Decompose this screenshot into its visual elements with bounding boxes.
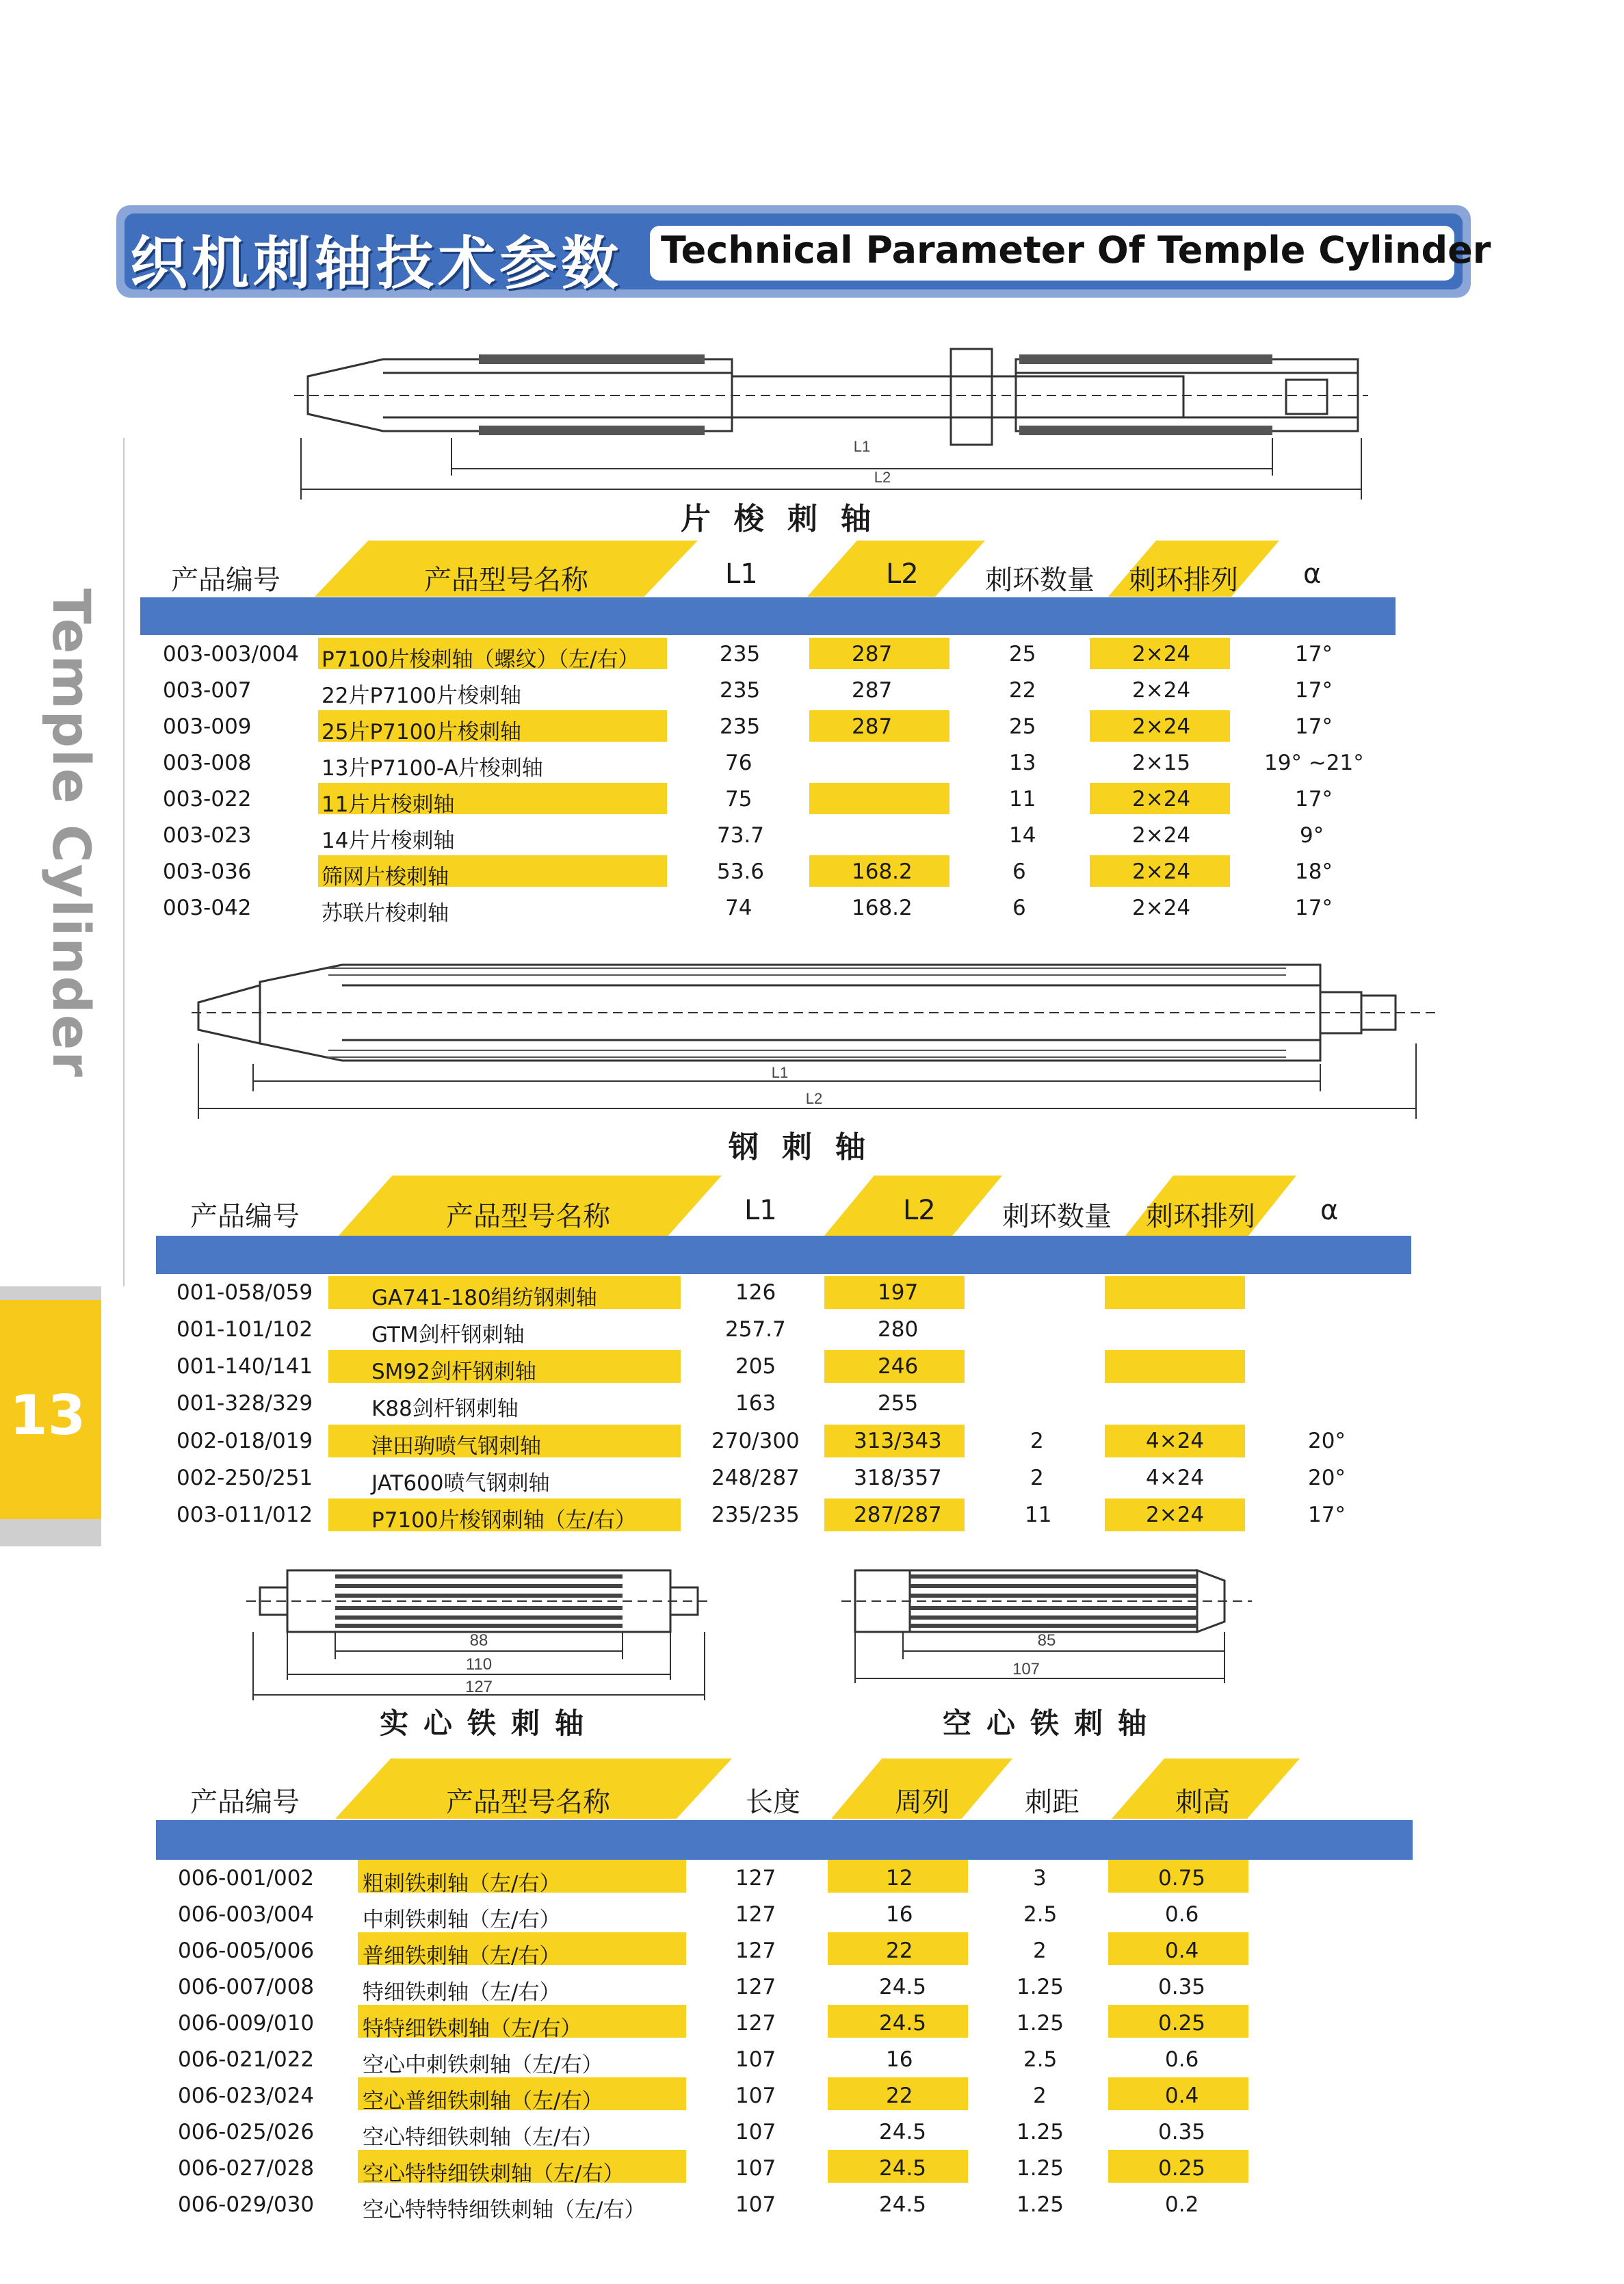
t2-header-code: 产品编号 <box>190 1201 300 1232</box>
t2-cell: 2 <box>1030 1429 1044 1453</box>
t3-cell: 1.25 <box>1017 2156 1064 2181</box>
t3-cell: 24.5 <box>879 2192 927 2217</box>
hollow-iron-cylinder-drawing <box>841 1557 1252 1687</box>
t1-cell: 2×24 <box>1132 859 1191 884</box>
drawing1-l2: L2 <box>874 469 891 486</box>
t1-cell: 003-022 <box>163 787 252 812</box>
t1-cell: 13 <box>1009 751 1036 775</box>
t3-cell: 普细铁刺轴（左/右） <box>363 1944 561 1969</box>
t3-cell: 006-023/024 <box>178 2084 315 2108</box>
t2-cell: 280 <box>878 1317 919 1342</box>
t1-header-ring-arrange: 刺环排列 <box>1129 564 1238 596</box>
t3-cell: 0.6 <box>1165 2047 1199 2072</box>
t3-cell: 0.75 <box>1158 1866 1206 1891</box>
t3-cell: 1.25 <box>1017 2192 1064 2217</box>
t1-cell: 25 <box>1009 714 1036 739</box>
t1-cell: 2×24 <box>1132 787 1191 812</box>
t3-cell: 0.25 <box>1158 2011 1206 2036</box>
t1-cell: 003-023 <box>163 823 252 848</box>
t2-row-highlight <box>1105 1276 1245 1309</box>
t3-cell: 127 <box>735 1902 776 1927</box>
t1-cell: 003-009 <box>163 714 252 739</box>
t2-cell: 235/235 <box>711 1503 800 1527</box>
t2-cell: K88剑杆钢刺轴 <box>371 1397 519 1421</box>
t2-cell: 248/287 <box>711 1466 800 1490</box>
t3-cell: 2.5 <box>1023 1902 1058 1927</box>
side-divider <box>123 438 125 1286</box>
t3-cell: 空心特细铁刺轴（左/右） <box>363 2125 603 2150</box>
t2-header-alpha: α <box>1320 1195 1339 1226</box>
t3-cell: 特特细铁刺轴（左/右） <box>363 2016 582 2041</box>
t1-cell: 235 <box>720 678 761 703</box>
drawing2-caption: 钢刺轴 <box>729 1130 889 1165</box>
t3-cell: 006-007/008 <box>178 1975 315 1999</box>
t2-header-bar <box>156 1236 1411 1274</box>
t1-header-ring-count: 刺环数量 <box>985 564 1095 596</box>
t2-cell: 205 <box>735 1354 776 1379</box>
t1-header-code: 产品编号 <box>171 564 280 596</box>
drawing3-d1: 88 <box>469 1631 488 1650</box>
t3-cell: 127 <box>735 2011 776 2036</box>
t3-cell: 2 <box>1033 2084 1047 2108</box>
t2-cell: 003-011/012 <box>176 1503 313 1527</box>
t1-cell: 003-042 <box>163 896 252 920</box>
t2-cell: 002-250/251 <box>176 1466 313 1490</box>
t2-cell: 2 <box>1030 1466 1044 1490</box>
t2-cell: 4×24 <box>1146 1466 1205 1490</box>
t1-cell: 2×15 <box>1132 751 1191 775</box>
t1-cell: 9° <box>1300 823 1324 848</box>
t3-cell: 22 <box>886 2084 913 2108</box>
t1-cell: 22片P7100片梭刺轴 <box>322 684 522 708</box>
t2-cell: 津田驹喷气钢刺轴 <box>371 1434 541 1459</box>
t1-cell: 17° <box>1295 896 1333 920</box>
t1-cell: 168.2 <box>852 896 913 920</box>
drawing4-d2: 107 <box>1012 1660 1040 1678</box>
t1-cell: 003-007 <box>163 678 252 703</box>
t1-header-name: 产品型号名称 <box>424 564 588 596</box>
t2-cell: GA741-180绢纺钢刺轴 <box>371 1286 597 1310</box>
t3-cell: 006-005/006 <box>178 1938 315 1963</box>
t2-cell: 17° <box>1308 1503 1346 1527</box>
drawing4-d1: 85 <box>1037 1631 1056 1650</box>
side-label-text: Temple Cylinder <box>41 588 102 1078</box>
t2-cell: 163 <box>735 1391 776 1416</box>
t3-header-height: 刺高 <box>1175 1787 1230 1818</box>
t1-header-l1: L1 <box>725 558 758 590</box>
t3-cell: 1.25 <box>1017 1975 1064 1999</box>
t1-cell: 筛网片梭刺轴 <box>322 865 449 890</box>
t2-cell: 001-058/059 <box>176 1280 313 1305</box>
t1-cell: 2×24 <box>1132 642 1191 666</box>
t3-cell: 16 <box>886 1902 913 1927</box>
t1-cell: 235 <box>720 642 761 666</box>
t3-cell: 0.25 <box>1158 2156 1206 2181</box>
t1-cell: 53.6 <box>717 859 765 884</box>
t1-cell: 168.2 <box>852 859 913 884</box>
drawing3-d3: 127 <box>464 1678 493 1696</box>
side-label <box>14 588 102 1078</box>
t3-cell: 006-009/010 <box>178 2011 315 2036</box>
t1-cell: 2×24 <box>1132 823 1191 848</box>
t2-cell: JAT600喷气钢刺轴 <box>371 1471 550 1496</box>
t3-cell: 107 <box>735 2047 776 2072</box>
t2-cell: 126 <box>735 1280 776 1305</box>
t2-cell: 001-140/141 <box>176 1354 313 1379</box>
t2-cell: 2×24 <box>1146 1503 1205 1527</box>
page-title-cn: 织机刺轴技术参数 <box>130 230 623 297</box>
t1-cell: 287 <box>852 714 893 739</box>
drawing3-caption: 实心铁刺轴 <box>380 1706 599 1740</box>
t3-cell: 22 <box>886 1938 913 1963</box>
t3-cell: 107 <box>735 2120 776 2144</box>
t2-cell: 246 <box>878 1354 919 1379</box>
t3-cell: 24.5 <box>879 1975 927 1999</box>
t1-cell: 287 <box>852 678 893 703</box>
t3-cell: 16 <box>886 2047 913 2072</box>
t3-cell: 24.5 <box>879 2120 927 2144</box>
t2-cell: 20° <box>1308 1429 1346 1453</box>
t3-cell: 127 <box>735 1938 776 1963</box>
t3-cell: 107 <box>735 2156 776 2181</box>
t2-cell: P7100片梭钢刺轴（左/右） <box>371 1508 637 1533</box>
t1-cell: 11 <box>1009 787 1036 812</box>
t3-cell: 空心特特细铁刺轴（左/右） <box>363 2162 625 2186</box>
t3-cell: 0.35 <box>1158 2120 1206 2144</box>
t2-cell: SM92剑杆钢刺轴 <box>371 1360 536 1384</box>
t3-cell: 24.5 <box>879 2011 927 2036</box>
t1-cell: 14片片梭刺轴 <box>322 829 455 853</box>
t1-cell: 17° <box>1295 714 1333 739</box>
t3-cell: 127 <box>735 1866 776 1891</box>
t3-cell: 空心特特特细铁刺轴（左/右） <box>363 2198 646 2222</box>
t2-cell: 20° <box>1308 1466 1346 1490</box>
t3-cell: 3 <box>1033 1866 1047 1891</box>
t2-header-ring-arrange: 刺环排列 <box>1146 1201 1255 1232</box>
t1-cell: 6 <box>1012 896 1026 920</box>
rapier-cylinder-drawing <box>294 335 1368 506</box>
t3-cell: 127 <box>735 1975 776 1999</box>
t1-cell: 75 <box>725 787 752 812</box>
t3-header-rows: 周列 <box>895 1787 949 1818</box>
t3-cell: 1.25 <box>1017 2011 1064 2036</box>
t1-cell: 003-036 <box>163 859 252 884</box>
t1-header-alpha: α <box>1303 558 1322 590</box>
t1-cell: 2×24 <box>1132 714 1191 739</box>
t2-header-l2: L2 <box>903 1195 936 1226</box>
t3-header-name: 产品型号名称 <box>446 1787 610 1818</box>
t1-cell: 17° <box>1295 678 1333 703</box>
drawing4-caption: 空心铁刺轴 <box>943 1706 1162 1740</box>
t2-cell: 001-328/329 <box>176 1391 313 1416</box>
t2-row-highlight <box>1105 1350 1245 1383</box>
t2-header-ring-count: 刺环数量 <box>1002 1201 1112 1232</box>
t1-cell: 18° <box>1295 859 1333 884</box>
t3-cell: 0.4 <box>1165 2084 1199 2108</box>
t3-cell: 006-025/026 <box>178 2120 315 2144</box>
t2-header-name: 产品型号名称 <box>446 1201 610 1232</box>
t1-cell: 苏联片梭刺轴 <box>322 901 449 926</box>
t2-cell: GTM剑杆钢刺轴 <box>371 1323 525 1347</box>
page-title-en: Technical Parameter Of Temple Cylinder <box>661 229 1491 272</box>
drawing1-l1: L1 <box>853 438 871 455</box>
t1-header-l2: L2 <box>886 558 919 590</box>
t1-cell: 14 <box>1009 823 1036 848</box>
t1-cell: 19° ~21° <box>1264 751 1364 775</box>
t1-cell: 73.7 <box>717 823 765 848</box>
t1-row-highlight <box>809 783 949 814</box>
t3-cell: 107 <box>735 2084 776 2108</box>
t3-cell: 0.6 <box>1165 1902 1199 1927</box>
solid-iron-cylinder-drawing <box>246 1557 711 1700</box>
t1-cell: 2×24 <box>1132 678 1191 703</box>
t3-cell: 006-027/028 <box>178 2156 315 2181</box>
t3-cell: 12 <box>886 1866 913 1891</box>
t1-cell: 25片P7100片梭刺轴 <box>322 720 522 744</box>
t1-cell: 003-008 <box>163 751 252 775</box>
t1-cell: 11片片梭刺轴 <box>322 792 455 817</box>
t1-cell: 22 <box>1009 678 1036 703</box>
t2-cell: 318/357 <box>854 1466 942 1490</box>
t3-cell: 1.25 <box>1017 2120 1064 2144</box>
t2-cell: 313/343 <box>854 1429 942 1453</box>
t2-cell: 11 <box>1025 1503 1052 1527</box>
t3-cell: 0.4 <box>1165 1938 1199 1963</box>
t1-cell: 76 <box>725 751 752 775</box>
t2-cell: 4×24 <box>1146 1429 1205 1453</box>
t1-cell: 003-003/004 <box>163 642 300 666</box>
t3-cell: 006-021/022 <box>178 2047 315 2072</box>
t1-cell: 235 <box>720 714 761 739</box>
t2-cell: 255 <box>878 1391 919 1416</box>
t2-cell: 287/287 <box>854 1503 942 1527</box>
t2-cell: 257.7 <box>725 1317 786 1342</box>
t3-header-code: 产品编号 <box>190 1787 300 1818</box>
t3-cell: 中刺铁刺轴（左/右） <box>363 1908 561 1932</box>
t1-cell: 13片P7100-A片梭刺轴 <box>322 756 543 781</box>
t3-cell: 006-029/030 <box>178 2192 315 2217</box>
t3-cell: 空心中刺铁刺轴（左/右） <box>363 2053 603 2077</box>
t1-cell: 17° <box>1295 787 1333 812</box>
t3-cell: 0.2 <box>1165 2192 1199 2217</box>
t2-header-l1: L1 <box>744 1195 777 1226</box>
steel-cylinder-drawing <box>192 955 1437 1126</box>
t3-header-bar <box>156 1820 1413 1860</box>
t3-cell: 2 <box>1033 1938 1047 1963</box>
t3-cell: 空心普细铁刺轴（左/右） <box>363 2089 603 2114</box>
t3-cell: 粗刺铁刺轴（左/右） <box>363 1871 561 1896</box>
t2-cell: 002-018/019 <box>176 1429 313 1453</box>
t1-cell: 2×24 <box>1132 896 1191 920</box>
drawing1-caption: 片梭刺轴 <box>681 502 894 536</box>
t3-cell: 006-003/004 <box>178 1902 315 1927</box>
drawing3-d2: 110 <box>465 1655 493 1674</box>
t3-cell: 24.5 <box>879 2156 927 2181</box>
t1-cell: 74 <box>725 896 752 920</box>
t1-cell: 287 <box>852 642 893 666</box>
t2-cell: 197 <box>878 1280 919 1305</box>
t1-header-bar <box>140 597 1396 635</box>
t3-cell: 特细铁刺轴（左/右） <box>363 1980 561 2005</box>
t3-header-length: 长度 <box>746 1787 800 1818</box>
t3-cell: 0.35 <box>1158 1975 1206 1999</box>
page-number: 13 <box>10 1384 86 1447</box>
t3-cell: 107 <box>735 2192 776 2217</box>
t3-cell: 006-001/002 <box>178 1866 315 1891</box>
t3-cell: 2.5 <box>1023 2047 1058 2072</box>
t1-cell: P7100片梭刺轴（螺纹）（左/右） <box>322 647 640 672</box>
drawing2-l2: L2 <box>805 1090 823 1107</box>
drawing2-l1: L1 <box>771 1064 789 1081</box>
t2-cell: 001-101/102 <box>176 1317 313 1342</box>
t2-cell: 270/300 <box>711 1429 800 1453</box>
t1-cell: 6 <box>1012 859 1026 884</box>
t1-cell: 25 <box>1009 642 1036 666</box>
t3-header-pitch: 刺距 <box>1025 1787 1079 1818</box>
t1-cell: 17° <box>1295 642 1333 666</box>
